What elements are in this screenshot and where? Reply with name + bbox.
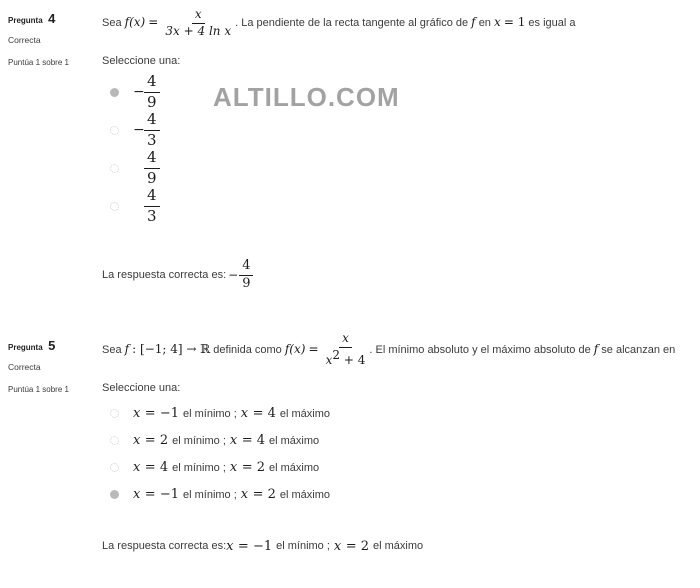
- fraction-denominator: 3: [147, 130, 157, 149]
- radio-button[interactable]: [110, 202, 119, 211]
- option-math-var: x: [133, 406, 141, 421]
- stem-math-f: f: [593, 342, 599, 356]
- stem-text: en: [478, 17, 491, 29]
- option-row: [102, 481, 700, 508]
- option-text: el mínimo ;: [183, 488, 237, 501]
- correct-answer-label: La respuesta correcta es:: [102, 269, 227, 281]
- stem-math-f: f: [124, 342, 130, 356]
- fraction-numerator: 4: [144, 111, 160, 130]
- select-one-label: Seleccione una:: [102, 55, 181, 67]
- question-number-label: Pregunta: [8, 343, 43, 352]
- fraction: [323, 332, 369, 368]
- option-math-var: x: [133, 460, 141, 475]
- answer-text: el mínimo ;: [276, 540, 330, 552]
- fraction-numerator: 4: [144, 149, 160, 168]
- denominator-exponent: 2: [332, 348, 341, 363]
- stem-math-eq: =: [148, 15, 159, 29]
- question-4-number: [8, 10, 102, 28]
- question-4-options: [102, 73, 700, 225]
- fraction-denominator: 3: [147, 206, 157, 225]
- option-row: [102, 400, 700, 427]
- fraction-numerator: 4: [239, 259, 253, 276]
- option-math-var: x: [240, 406, 249, 421]
- fraction: [144, 149, 160, 187]
- option-row: [102, 73, 700, 111]
- option-text: el máximo: [279, 488, 331, 501]
- question-5-stem: [102, 331, 700, 368]
- option-sign: −: [133, 84, 145, 100]
- option-math-value: = 2: [144, 433, 169, 448]
- fraction: [144, 187, 160, 225]
- answer-sign: −: [228, 268, 239, 282]
- question-5-content: [102, 331, 700, 554]
- question-5-info: [0, 331, 102, 554]
- correct-answer-q5: [102, 538, 700, 554]
- stem-math-eq: =: [308, 342, 319, 356]
- question-4-status: Correcta: [8, 35, 41, 45]
- option-text: el mínimo ;: [183, 407, 237, 420]
- answer-math-var: x: [226, 538, 234, 554]
- fraction: [144, 111, 160, 149]
- question-5-status: Correcta: [8, 362, 41, 372]
- option-text: el máximo: [268, 434, 320, 447]
- question-number-value: 4: [48, 11, 56, 26]
- fraction-denominator: 3x + 4 ln x: [165, 23, 232, 38]
- radio-button[interactable]: [110, 409, 119, 418]
- option-row: [102, 427, 700, 454]
- select-one-label: Seleccione una:: [102, 382, 181, 394]
- fraction: [162, 8, 234, 39]
- stem-math-x: x: [494, 15, 501, 29]
- option-math-var: x: [133, 487, 141, 502]
- option-math-value: = −1: [144, 487, 179, 502]
- option-row: [102, 187, 700, 225]
- option-math-var: x: [240, 487, 249, 502]
- option-row: [102, 149, 700, 187]
- question-4-grade: Puntúa 1 sobre 1: [8, 58, 69, 67]
- fraction-numerator: x: [339, 332, 352, 348]
- radio-button[interactable]: [110, 463, 119, 472]
- option-text: el mínimo ;: [172, 461, 226, 474]
- question-number-value: 5: [48, 338, 56, 353]
- radio-button[interactable]: [110, 490, 119, 499]
- radio-button[interactable]: [110, 436, 119, 445]
- fraction-denominator: 9: [242, 275, 251, 291]
- question-number-label: Pregunta: [8, 16, 43, 25]
- question-5-options: [102, 400, 700, 508]
- stem-math-f: f: [471, 15, 476, 29]
- option-math-var: x: [133, 433, 141, 448]
- correct-answer-q4: [102, 257, 700, 293]
- question-4-stem: [102, 4, 700, 41]
- answer-text: el máximo: [373, 540, 424, 552]
- option-row: [102, 454, 700, 481]
- stem-text: es igual a: [528, 17, 576, 29]
- stem-text: definida como: [213, 344, 282, 356]
- option-math-var: x: [229, 433, 238, 448]
- option-text: el máximo: [268, 461, 320, 474]
- stem-math-domain: : [−1; 4] → ℝ: [132, 342, 211, 356]
- answer-math-value: = −1: [237, 538, 273, 554]
- fraction-denominator: 9: [147, 92, 157, 111]
- radio-button[interactable]: [110, 126, 119, 135]
- option-row: [102, 111, 700, 149]
- fraction-numerator: 4: [144, 73, 160, 92]
- stem-text: Sea: [102, 17, 122, 29]
- option-sign: −: [133, 122, 145, 138]
- fraction-numerator: 4: [144, 187, 160, 206]
- stem-math-fx: f(x): [124, 15, 146, 29]
- denominator-base: x: [325, 353, 333, 368]
- option-text: el mínimo ;: [172, 434, 226, 447]
- fraction: [239, 259, 253, 292]
- answer-math-var: x: [333, 538, 342, 554]
- question-4-info: [0, 4, 102, 293]
- option-math-value: = 4: [241, 433, 265, 448]
- stem-math-fx: f(x): [284, 342, 306, 356]
- fraction-numerator: x: [192, 8, 205, 24]
- option-math-value: = 2: [252, 487, 276, 502]
- question-5-number: [8, 337, 102, 355]
- question-5-grade: Puntúa 1 sobre 1: [8, 385, 69, 394]
- option-math-value: = 4: [252, 406, 276, 421]
- radio-button[interactable]: [110, 88, 119, 97]
- stem-text: se alcanzan en: [601, 344, 676, 356]
- correct-answer-label: La respuesta correcta es:: [102, 540, 227, 552]
- stem-text: Sea: [102, 344, 122, 356]
- option-math-value: = −1: [144, 406, 179, 421]
- fraction-denominator: 9: [147, 168, 157, 187]
- option-text: el máximo: [279, 407, 331, 420]
- stem-text: . El mínimo absoluto y el máximo absoluto de: [369, 344, 591, 356]
- question-4: [0, 0, 700, 293]
- question-5: [0, 331, 700, 554]
- answer-math-value: = 2: [345, 538, 370, 554]
- fraction: [144, 73, 160, 111]
- option-math-value: = 4: [144, 460, 169, 475]
- watermark: ALTILLO.COM: [213, 82, 400, 112]
- stem-math-x-value: = 1: [503, 15, 526, 29]
- stem-text: . La pendiente de la recta tangente al gráfico de: [235, 17, 469, 29]
- option-math-var: x: [229, 460, 238, 475]
- question-4-content: [102, 4, 700, 293]
- fraction-denominator: [323, 348, 369, 368]
- option-math-value: = 2: [241, 460, 265, 475]
- denominator-rest: + 4: [343, 353, 366, 368]
- radio-button[interactable]: [110, 164, 119, 173]
